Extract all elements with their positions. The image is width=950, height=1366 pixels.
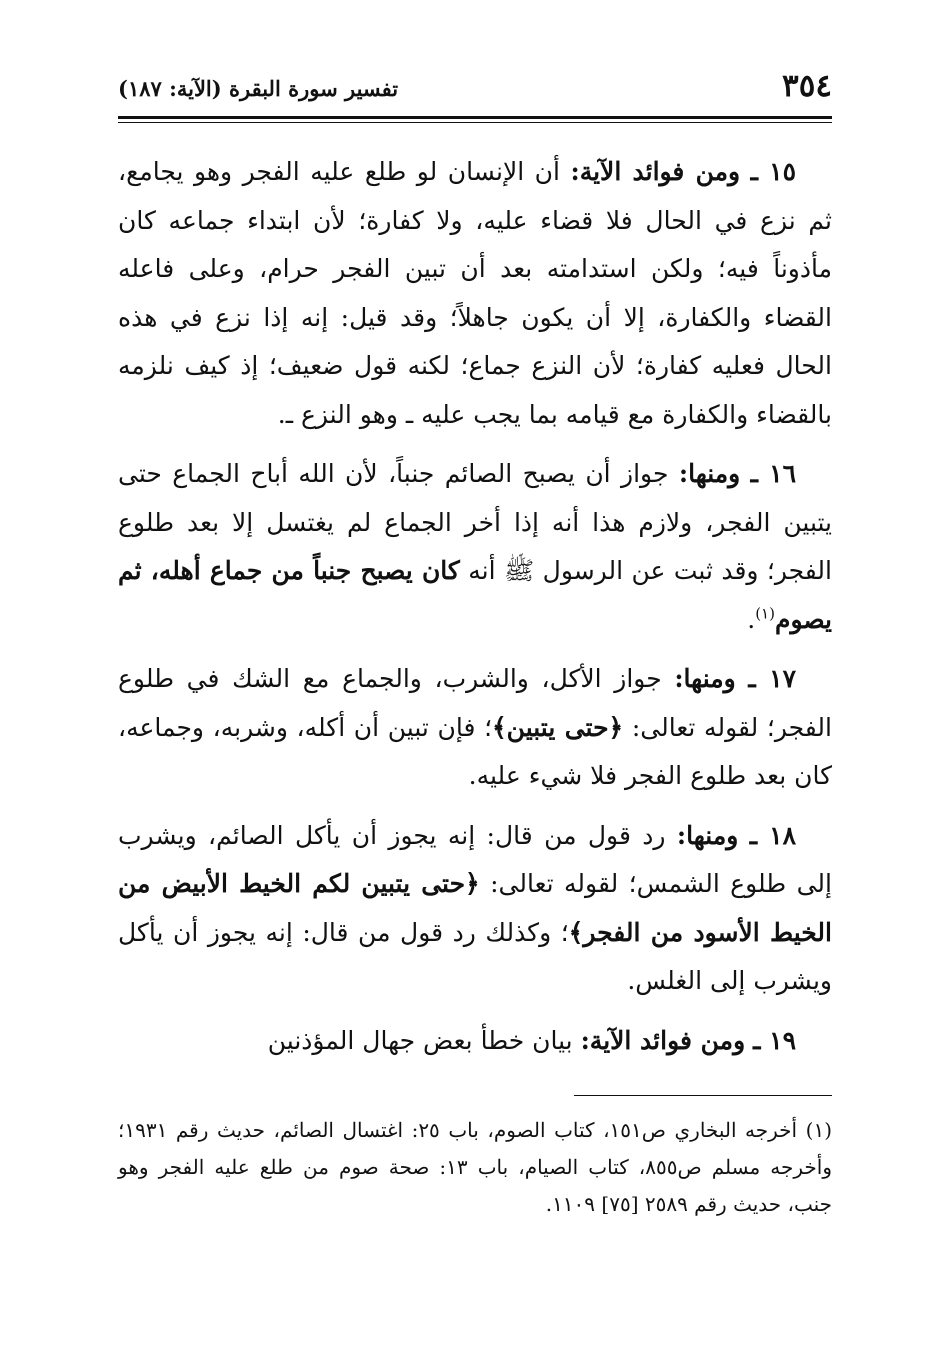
running-title: تفسير سورة البقرة (الآية: ١٨٧) [118,76,399,101]
hadith-quote: كان يصبح جنباً من جماع أهله، ثم يصوم [118,556,832,634]
paragraph-lead: ومن فوائد الآية: [570,157,741,186]
footnote-separator [574,1095,832,1096]
paragraph-number: ١٧ ـ [748,664,796,693]
footnote-text: أخرجه البخاري ص١٥١، كتاب الصوم، باب ٢٥: اغتسال الصائم، حديث رقم ١٩٣١؛ وأخرجه مسلم ص٨٥٥، كتاب الصيام، باب ١٣: صحة صوم من طلع عليه الفجر وهو جنب، حديث رقم ٢٥٨٩ [٧٥] ١١٠٩. [118,1118,832,1216]
paragraph-15 [118,148,832,439]
paragraph-text-cont: ؛ وكذلك رد قول من قال: إنه يجوز أن يأكل ويشرب إلى الغلس. [118,917,832,995]
paragraph-17 [118,655,832,801]
quran-quote: ﴿حتى يتبين لكم الخيط الأبيض من الخيط الأسود من الفجر﴾ [118,869,832,947]
paragraph-text: أن الإنسان لو طلع عليه الفجر وهو يجامع، ثم نزع في الحال فلا قضاء عليه، ولا كفارة؛ لأن ابتداء جماعه كان مأذوناً فيه؛ ولكن استدامته بعد أن تبين الفجر حرام، وعلى فاعله القضاء والكفارة، إلا أن يكون جاهلاً؛ وقد قيل: إنه إذا نزع في هذه الحال فعليه كفارة؛ لأن النزع جماع؛ لكنه قول ضعيف؛ إذ كيف نلزمه بالقضاء والكفارة مع قيامه بما يجب عليه ـ وهو النزع ـ. [118,157,832,429]
paragraph-text: جواز الأكل، والشرب، والجماع مع الشك في طلوع الفجر؛ لقوله تعالى: [118,664,832,742]
page-header [118,70,832,114]
paragraph-number: ١٥ ـ [750,157,797,186]
paragraph-lead: ومنها: [676,820,739,850]
footnote [118,1112,832,1223]
body-text [118,148,832,1065]
paragraph-19 [118,1017,832,1066]
paragraph-lead: ومنها: [678,459,741,488]
paragraph-lead: ومن فوائد الآية: [580,1025,746,1055]
paragraph-text: جواز أن يصبح الصائم جنباً، لأن الله أباح الجماع حتى يتبين الفجر، ولازم هذا أنه إذا أخر الجماع لم يغتسل إلا بعد طلوع الفجر؛ وقد ثبت عن الرسول ﷺ أنه [118,459,832,585]
header-rule-thin [118,122,832,123]
paragraph-text: بيان خطأ بعض جهال المؤذنين [267,1025,573,1055]
paragraph-16 [118,450,832,644]
header-rule-thick [118,116,832,119]
footnote-marker: (١) [805,1118,833,1142]
quran-quote: ﴿حتى يتبين﴾ [492,712,624,742]
paragraph-end: . [747,604,756,634]
paragraph-text-cont: ؛ فإن تبين أن أكله، وشربه، وجماعه، كان بعد طلوع الفجر فلا شيء عليه. [118,712,832,790]
page-number: ٣٥٤ [782,68,832,104]
paragraph-text: رد قول من قال: إنه يجوز أن يأكل الصائم، ويشرب إلى طلوع الشمس؛ لقوله تعالى: [118,820,832,898]
paragraph-number: ١٩ ـ [753,1025,796,1055]
paragraph-18 [118,812,832,1006]
paragraph-lead: ومنها: [674,664,736,693]
paragraph-number: ١٦ ـ [750,459,797,488]
paragraph-number: ١٨ ـ [749,820,797,850]
footnote-reference[interactable]: (١) [755,604,775,623]
